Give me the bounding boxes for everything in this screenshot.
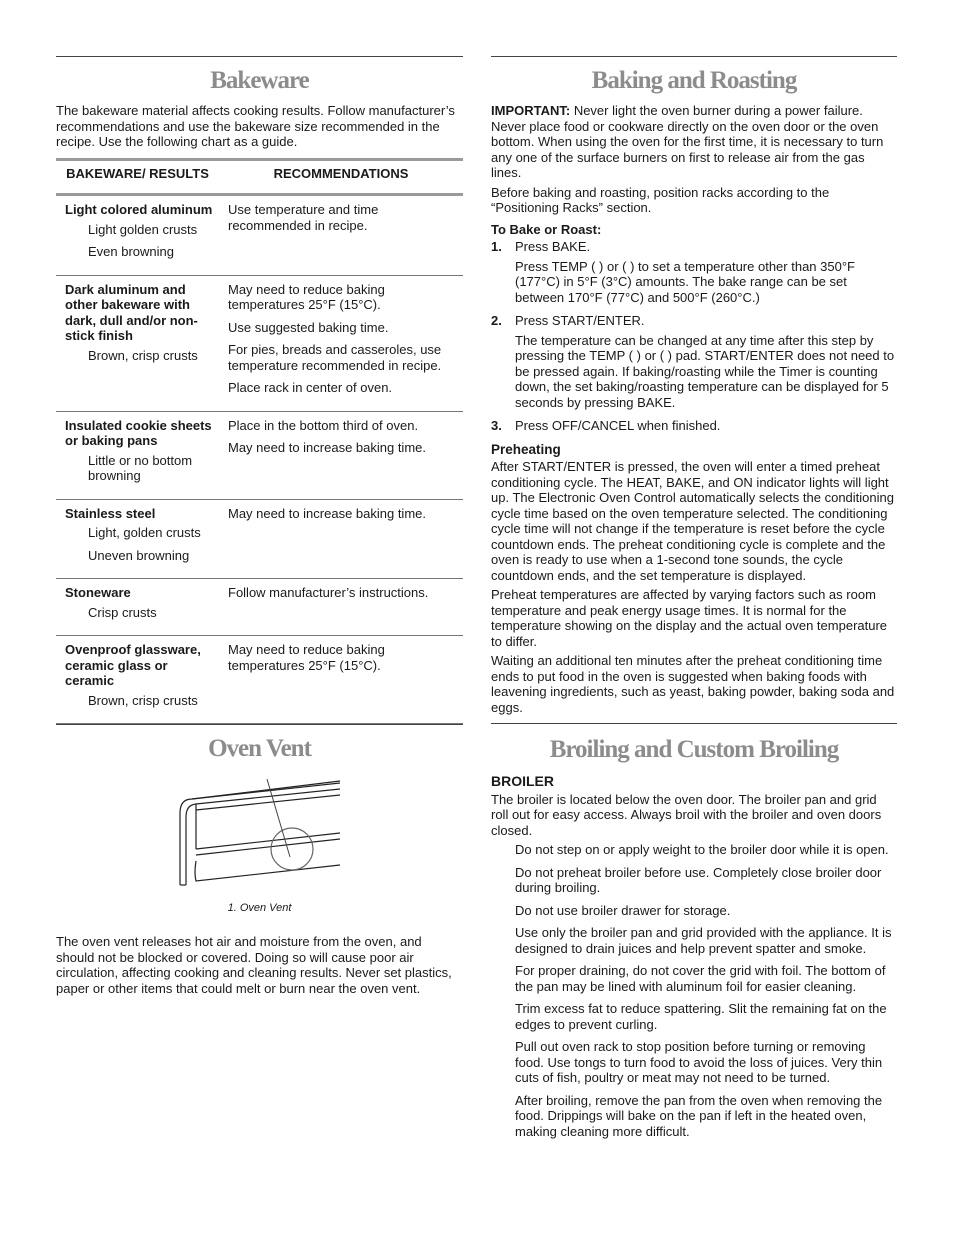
recommendation-item: For pies, breads and casseroles, use temperature recommended in recipe. [228,342,442,373]
table-row [56,275,463,411]
bakeware-cell [56,275,219,411]
recommendation-cell [219,411,463,499]
result-item: Brown, crisp crusts [88,347,198,363]
step-detail: The temperature can be changed at any time after this step by pressing the TEMP ( ) or ( ) pad. START/ENTER does not need to be pressed again. If baking/roasting while the Timer is counting down, the set baking/roasting temperature can be displayed for 5 seconds by pressing BAKE. [515,332,895,410]
result-item: Even browning [88,244,174,259]
recommendation-cell [219,579,463,636]
results-list [65,605,215,621]
section-rule [56,56,463,57]
oven-vent-body: The oven vent releases hot air and moisture from the oven, and should not be blocked or covered. Doing so will cause poor air circulation, affecting cooking and cleaning results. Never set plastics, paper or other items that could melt or burn near the oven vent. [56,934,452,996]
preheat-paragraph: Waiting an additional ten minutes after the preheat conditioning time ends to put food in the oven is suggested when baking foods with leavening ingredients, such as yeast, baking powder, baking soda and eggs. [491,653,895,715]
result-item: Little or no bottom browning [88,452,193,483]
bakeware-name: Stoneware [65,585,131,600]
recommendation-cell [219,499,463,579]
table-row [56,579,463,636]
racks-note: Before baking and roasting, position racks according to the “Positioning Racks” section. [491,184,830,215]
broiling-title: Broiling and Custom Broiling [549,736,839,763]
table-row [56,636,463,724]
bakeware-intro: The bakeware material affects cooking results. Follow manufacturer’s recommendations and use the bakeware size recommended in the recipe. Use the following chart as a guide. [56,103,455,149]
recommendation-item: May need to increase baking time. [228,440,426,455]
broiler-subhead: BROILER [491,773,554,789]
recommendation-item: Follow manufacturer’s instructions. [228,585,429,600]
bakeware-cell [56,195,219,276]
bake-subhead: To Bake or Roast: [491,221,602,237]
results-list [65,525,215,563]
recommendation-item: Use suggested baking time. [228,319,389,335]
tip-item: Use only the broiler pan and grid provided with the appliance. It is designed to drain juices and help prevent spatter and smoke. [515,925,892,956]
recommendation-item: Place rack in center of oven. [228,380,393,395]
oven-vent-illustration [56,777,463,899]
bakeware-cell [56,499,219,579]
bakeware-cell [56,411,219,499]
oven-vent-title: Oven Vent [208,735,311,762]
section-rule [491,56,897,57]
table-row [56,195,463,276]
important-note [491,103,897,181]
step-number: 3. [491,418,502,433]
results-list [65,222,215,260]
bakeware-name: Ovenproof glassware, ceramic glass or ceramic [65,642,201,688]
step-item [491,418,897,434]
bake-steps [491,239,897,434]
tip-item: Do not step on or apply weight to the broiler door while it is open. [515,842,889,857]
results-list [65,348,215,364]
preheat-paragraph: Preheat temperatures are affected by varying factors such as room temperature and peak energy usage times. It is normal for the temperature showing on the display and the actual oven temperature to differ. [491,587,888,649]
oven-vent-caption: 1. Oven Vent [227,901,292,914]
bakeware-title: Bakeware [210,67,309,94]
bakeware-name: Dark aluminum and other bakeware with dark, dull and/or non-stick finish [65,281,198,343]
tip-item: Pull out oven rack to stop position before turning or removing food. Use tongs to turn food to avoid the loss of juices. Very thin cuts of fish, poultry or meat may not need to be turned. [515,1039,883,1085]
recommendation-item: May need to increase baking time. [228,505,426,521]
important-label: IMPORTANT: [491,103,571,118]
important-text: Never light the oven burner during a power failure. Never place food or cookware directly on the oven door or the oven bottom. When using the oven for the first time, it is necessary to turn any one of the surface burners on first to release air from the gas lines. [491,103,884,180]
right-column [491,56,897,1146]
table-row [56,499,463,579]
result-item: Crisp crusts [88,604,157,620]
tip-item: Do not preheat broiler before use. Completely close broiler door during broiling. [515,864,882,895]
tip-item: Trim excess fat to reduce spattering. Slit the remaining fat on the edges to prevent curling. [515,1001,887,1032]
recommendation-item: May need to reduce baking temperatures 25°F (15°C). [228,642,385,673]
preheat-paragraph: After START/ENTER is pressed, the oven will enter a timed preheat conditioning cycle. The HEAT, BAKE, and ON indicator lights will light up. The Electronic Oven Control automatically selects the conditioning cycle time based on the oven temperature selected. The conditioning cycle time will not change if the temperature is reset before the cycle countdown ends. The preheat conditioning cycle is complete and the oven is ready to use when a 1-second tone sounds, the cycle countdown ends, and the set temperature is displayed. [491,459,894,583]
recommendation-cell [219,275,463,411]
recommendations-column-header: RECOMMENDATIONS [273,165,409,181]
broiler-tips [491,842,897,1139]
step-text: Press START/ENTER. [515,313,645,328]
step-number: 1. [491,239,502,254]
recommendation-item: May need to reduce baking temperatures 25°F (15°C). [228,281,385,312]
bakeware-cell [56,636,219,724]
result-item: Uneven browning [88,547,190,563]
recommendation-item: Use temperature and time recommended in recipe. [228,202,379,233]
table-header-row [56,159,463,195]
oven-vent-drawing [170,777,350,895]
step-text: Press OFF/CANCEL when finished. [515,418,721,433]
left-column [56,56,463,1000]
result-item: Brown, crisp crusts [88,692,198,708]
result-item: Light, golden crusts [88,525,201,540]
bakeware-column-header: BAKEWARE/ RESULTS [66,165,209,181]
baking-title: Baking and Roasting [591,67,797,94]
step-detail: Press TEMP ( ) or ( ) to set a temperature other than 350°F (177°C) in 5°F (3°C) amounts. The bake range can be set between 170°F (77°C) and 500°F (260°C.) [515,258,855,305]
step-item [491,313,897,410]
bakeware-cell [56,579,219,636]
step-item [491,239,897,305]
recommendation-item: Place in the bottom third of oven. [228,417,419,433]
results-list [65,693,215,709]
bakeware-name: Light colored aluminum [65,202,213,217]
section-rule [491,723,897,724]
result-item: Light golden crusts [88,221,198,237]
tip-item: Do not use broiler drawer for storage. [515,902,731,918]
results-list [65,453,215,484]
bakeware-name: Insulated cookie sheets or baking pans [65,417,212,448]
tip-item: For proper draining, do not cover the grid with foil. The bottom of the pan may be lined with aluminum foil for easier cleaning. [515,963,886,994]
broiler-intro: The broiler is located below the oven door. The broiler pan and grid roll out for easy access. Always broil with the broiler and oven doors closed. [491,791,882,838]
section-rule [56,724,463,725]
bakeware-name: Stainless steel [65,505,156,521]
tip-item: After broiling, remove the pan from the oven when removing the food. Drippings will bake on the pan if left in the heated oven, making cleaning more difficult. [515,1092,883,1139]
bakeware-table [56,158,463,725]
preheat-title: Preheating [491,441,561,457]
step-text: Press BAKE. [515,239,591,254]
table-row [56,411,463,499]
recommendation-cell [219,195,463,276]
step-number: 2. [491,313,502,328]
recommendation-cell [219,636,463,724]
